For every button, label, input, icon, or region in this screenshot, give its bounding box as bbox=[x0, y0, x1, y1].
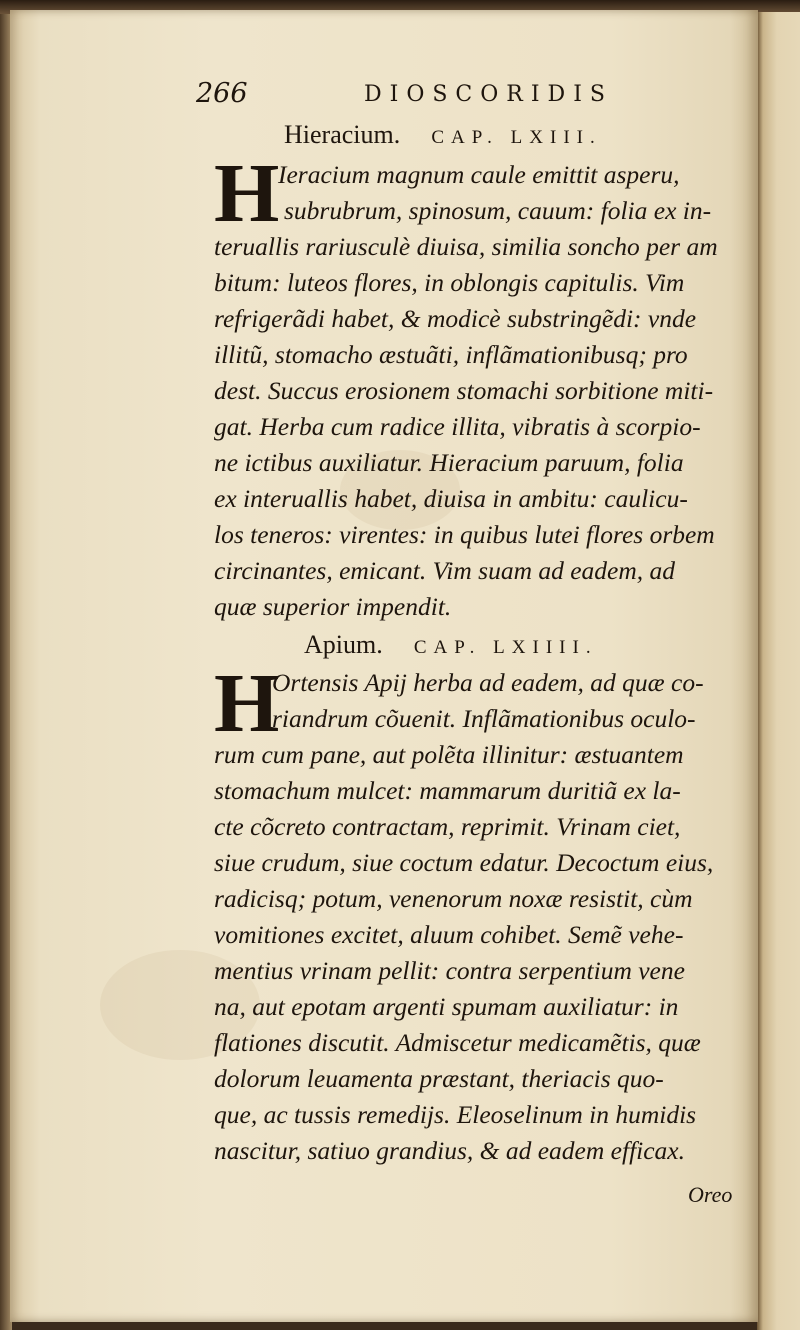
text-line: radicisq; potum, venenorum noxæ resistit, cùm bbox=[214, 884, 693, 913]
chapter-heading-apium bbox=[304, 630, 598, 666]
text-line: refrigerãdi habet, & modicè substringẽdi: vnde bbox=[214, 304, 697, 333]
text-line: flationes discutit. Admiscetur medicamẽtis, quæ bbox=[214, 1028, 701, 1057]
drop-cap: H bbox=[214, 147, 280, 240]
chapter-name: Hieracium. bbox=[284, 120, 401, 149]
text-line: teruallis rariusculè diuisa, similia soncho per am bbox=[214, 232, 718, 261]
text-line: illitũ, stomacho æstuãti, inflãmationibusq; pro bbox=[214, 340, 688, 369]
text-line: dest. Succus erosionem stomachi sorbitione miti- bbox=[214, 376, 714, 405]
text-line: rum cum pane, aut polẽta illinitur: æstuantem bbox=[214, 740, 684, 769]
text-line: nascitur, satiuo grandius, & ad eadem efficax. bbox=[214, 1136, 686, 1165]
catchword: Oreo bbox=[688, 1182, 733, 1207]
text-line: na, aut epotam argenti spumam auxiliatur: in bbox=[214, 992, 679, 1021]
text-line: riandrum cõuenit. Inflãmationibus oculo- bbox=[272, 704, 696, 733]
running-title: DIOSCORIDIS bbox=[364, 82, 613, 107]
chapter-number: CAP. LXIIII. bbox=[413, 637, 598, 658]
chapter-name: Apium. bbox=[304, 630, 383, 659]
chapter-number: CAP. LXIII. bbox=[431, 127, 602, 148]
text-line: circinantes, emicant. Vim suam ad eadem, ad bbox=[214, 556, 676, 585]
text-line: bitum: luteos flores, in oblongis capitulis. Vim bbox=[214, 268, 685, 297]
chapter-heading-hieracium bbox=[284, 120, 602, 156]
text-line: siue crudum, siue coctum edatur. Decoctum eius, bbox=[214, 848, 714, 877]
text-line: cte cõcreto contractam, reprimit. Vrinam ciet, bbox=[214, 812, 681, 841]
text-line: quæ superior impendit. bbox=[214, 592, 452, 621]
text-line: los teneros: virentes: in quibus lutei flores orbem bbox=[214, 520, 715, 549]
text-line: ex interuallis habet, diuisa in ambitu: caulicu- bbox=[214, 484, 688, 513]
text-line: gat. Herba cum radice illita, vibratis à scorpio- bbox=[214, 412, 701, 441]
text-line: mentius vrinam pellit: contra serpentium vene bbox=[214, 956, 685, 985]
drop-cap: H bbox=[214, 657, 280, 750]
text-line: ne ictibus auxiliatur. Hieracium paruum, folia bbox=[214, 448, 684, 477]
text-line: Ieracium magnum caule emittit asperu, bbox=[278, 160, 680, 189]
facing-page-edge bbox=[757, 12, 800, 1330]
text-line: dolorum leuamenta præstant, theriacis quo- bbox=[214, 1064, 664, 1093]
text-line: Ortensis Apij herba ad eadem, ad quæ co- bbox=[272, 668, 704, 697]
text-line: subrubrum, spinosum, cauum: folia ex in- bbox=[284, 196, 712, 225]
page-number: 266 bbox=[196, 78, 248, 109]
text-line: que, ac tussis remedijs. Eleoselinum in humidis bbox=[214, 1100, 697, 1129]
running-header bbox=[196, 78, 636, 118]
text-line: stomachum mulcet: mammarum duritiã ex la- bbox=[214, 776, 681, 805]
text-line: vomitiones excitet, aluum cohibet. Semẽ vehe- bbox=[214, 920, 684, 949]
